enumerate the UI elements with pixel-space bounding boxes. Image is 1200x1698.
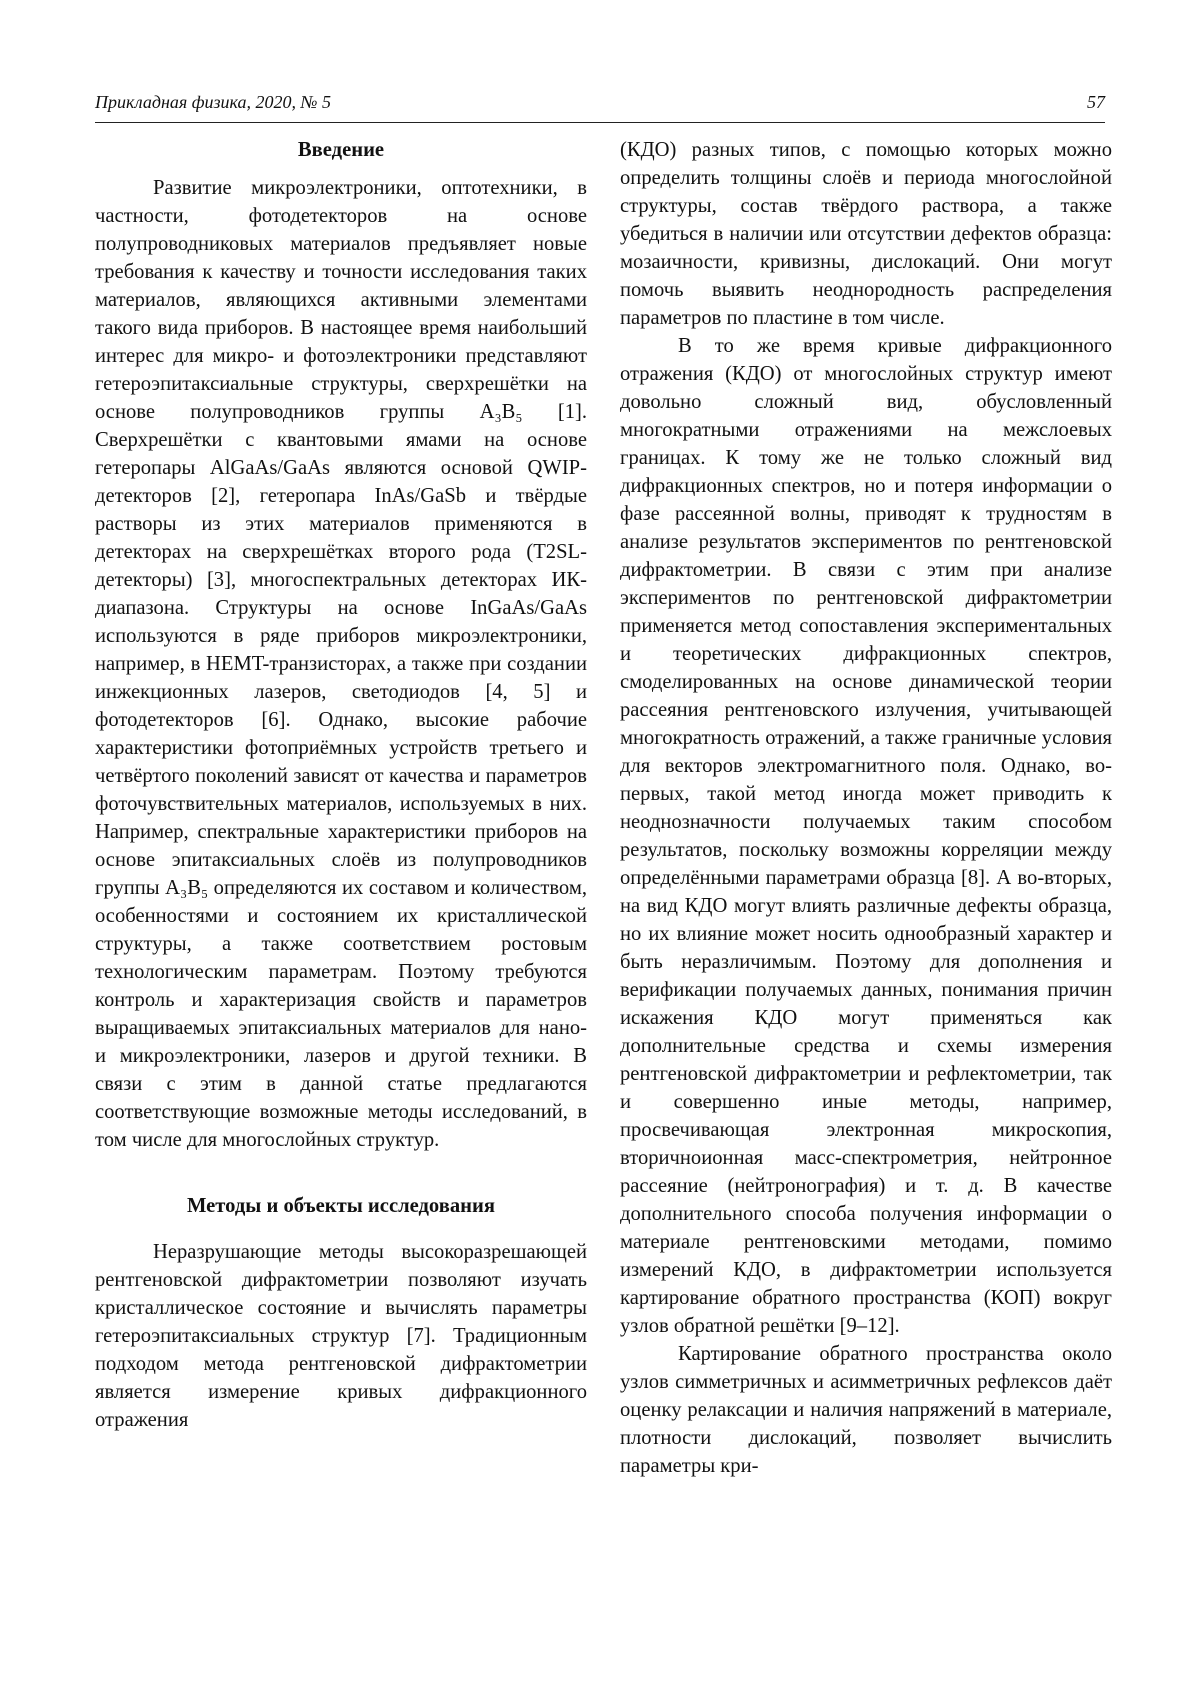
- right-column: [620, 136, 1112, 1480]
- right-paragraph-2: В то же время кривые дифракционного отражения (КДО) от многослойных структур имеют довольно сложный вид, обусловленный многократными отражениями на межслоевых границах. К тому же не только сложный вид дифракционных спектров, но и потеря информации о фазе рассеянной волны, приводят к трудностям в анализе результатов экспериментов по рентгеновской дифрактометрии. В связи с этим при анализе экспериментов по рентгеновской дифрактометрии применяется метод сопоставления экспериментальных и теоретических дифракционных спектров, смоделированных на основе динамической теории рассеяния рентгеновского излучения, учитывающей многократность отражений, а также граничные условия для векторов электромагнитного поля. Однако, во-первых, такой метод иногда может приводить к неоднозначности получаемых таким способом результатов, поскольку возможны корреляции между определёнными параметрами образца [8]. А во-вторых, на вид КДО могут влиять различные дефекты образца, но их влияние может носить однообразный характер и быть неразличимым. Поэтому для дополнения и верификации получаемых данных, понимания причин искажения КДО могут применяться как дополнительные средства и схемы измерения рентгеновской дифрактометрии и рефлектометрии, так и совершенно иные методы, например, просвечивающая электронная микроскопия, вторичноионная масс-спектрометрия, нейтронное рассеяние (нейтронография) и т. д. В качестве дополнительного способа получения информации о материале рентгеновскими методами, помимо измерений КДО, в дифрактометрии используется картирование обратного пространства (КОП) вокруг узлов обратной решётки [9–12].: [620, 332, 1112, 1340]
- section-heading-introduction: Введение: [95, 136, 587, 164]
- journal-citation: Прикладная физика, 2020, № 5: [95, 92, 331, 113]
- intro-paragraph: Развитие микроэлектроники, оптотехники, в частности, фотодетекторов на основе полупроводниковых материалов предъявляет новые требования к качеству и точности исследования таких материалов, являющихся активными элементами такого вида приборов. В настоящее время наибольший интерес для микро- и фотоэлектроники представляют гетероэпитаксиальные структуры, сверхрешётки на основе полупроводников группы A₃B₅ [1]. Сверхрешётки с квантовыми ямами на основе гетеропары AlGaAs/GaAs являются основой QWIP-детекторов [2], гетеропара InAs/GaSb и твёрдые растворы из этих материалов применяются в детекторах на сверхрешётках второго рода (T2SL-детекторы) [3], многоспектральных детекторах ИК-диапазона. Структуры на основе InGaAs/GaAs используются в ряде приборов микроэлектроники, например, в HEMT-транзисторах, а также при создании инжекционных лазеров, светодиодов [4, 5] и фотодетекторов [6]. Однако, высокие рабочие характеристики фотоприёмных устройств третьего и четвёртого поколений зависят от качества и параметров фоточувствительных материалов, используемых в них. Например, спектральные характеристики приборов на основе эпитаксиальных слоёв из полупроводников группы A₃B₅ определяются их составом и количеством, особенностями и состоянием их кристаллической структуры, а также соответствием ростовым технологическим параметрам. Поэтому требуются контроль и характеризация свойств и параметров выращиваемых эпитаксиальных материалов для нано- и микроэлектроники, лазеров и другой техники. В связи с этим в данной статье предлагаются соответствующие возможные методы исследований, в том числе для многослойных структур.: [95, 174, 587, 1154]
- right-paragraph-1: (КДО) разных типов, с помощью которых можно определить толщины слоёв и периода многослойной структуры, состав твёрдого раствора, а также убедиться в наличии или отсутствии дефектов образца: мозаичности, кривизны, дислокаций. Они могут помочь выявить неоднородность распределения параметров по пластине в том числе.: [620, 136, 1112, 332]
- right-paragraph-3: Картирование обратного пространства около узлов симметричных и асимметричных рефлексов даёт оценку релаксации и наличия напряжений в материале, плотности дислокаций, позволяет вычислить параметры кри-: [620, 1340, 1112, 1480]
- methods-paragraph: Неразрушающие методы высокоразрешающей рентгеновской дифрактометрии позволяют изучать кристаллическое состояние и вычислять параметры гетероэпитаксиальных структур [7]. Традиционным подходом метода рентгеновской дифрактометрии является измерение кривых дифракционного отражения: [95, 1238, 587, 1434]
- running-header: [95, 92, 1105, 123]
- page-number: 57: [1087, 92, 1105, 113]
- left-column: [95, 136, 587, 1434]
- section-heading-methods: Методы и объекты исследования: [95, 1192, 587, 1220]
